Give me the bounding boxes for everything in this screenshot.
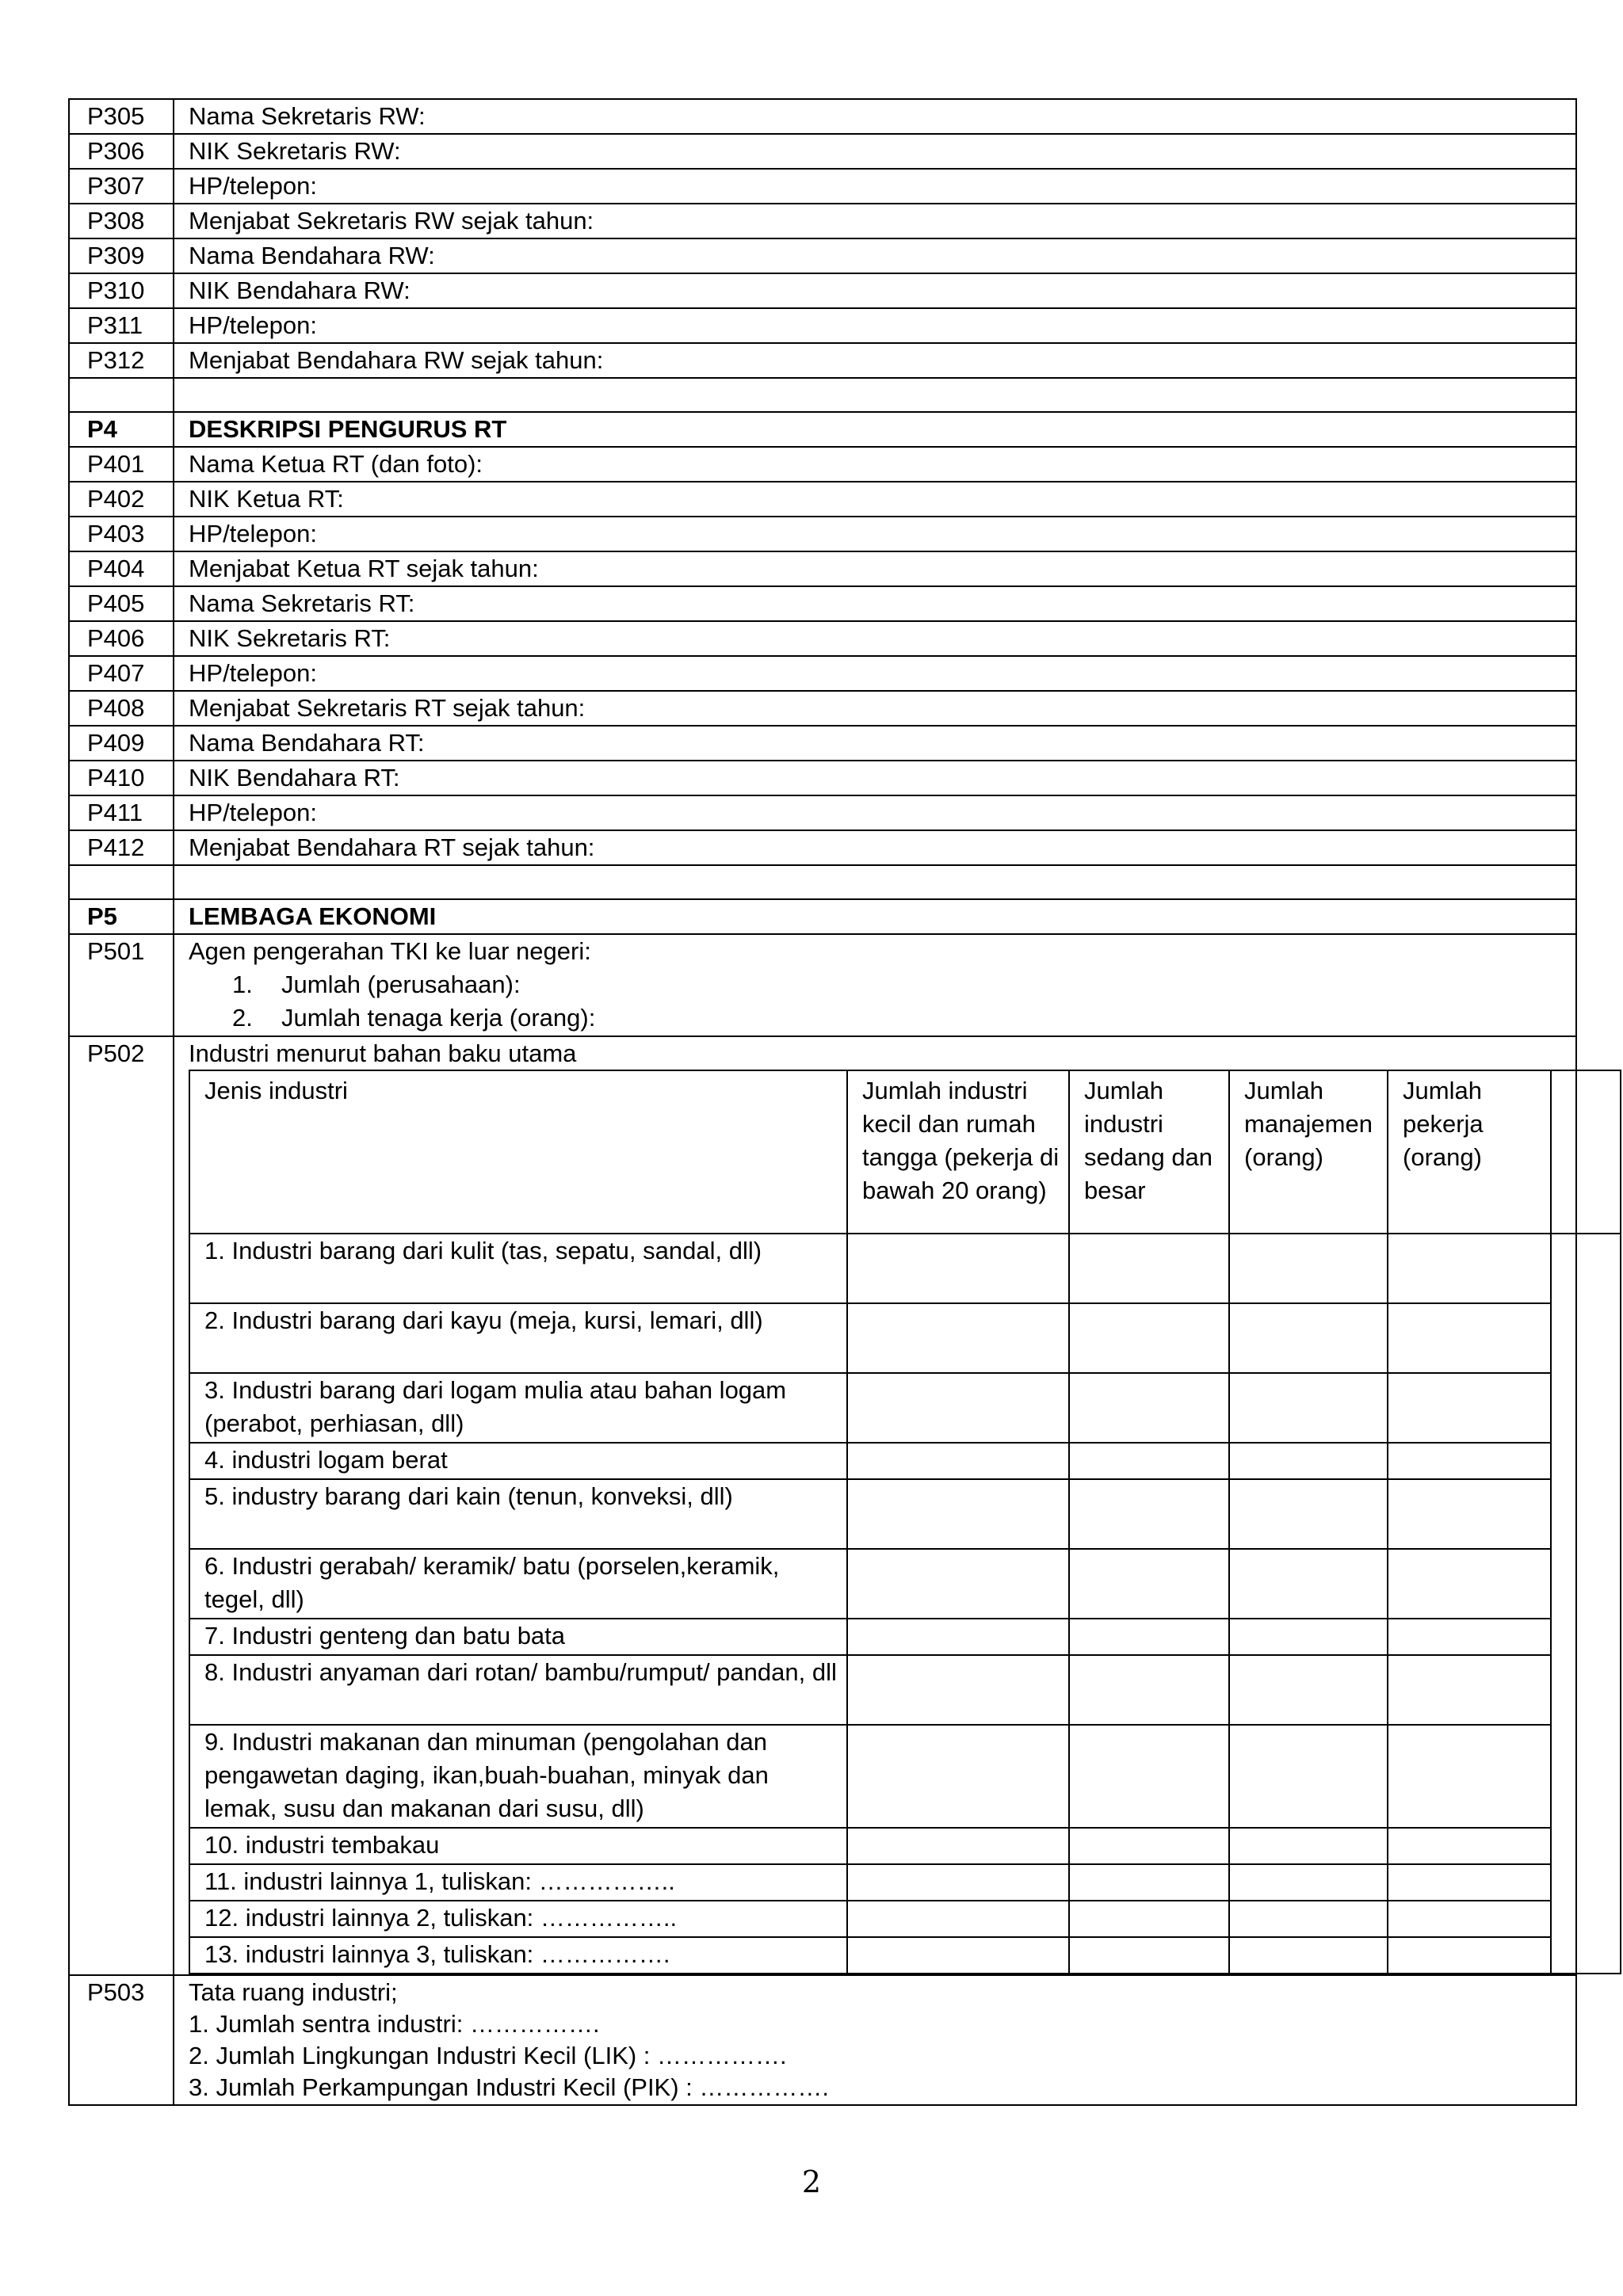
table-row: 11. industri lainnya 1, tuliskan: ……………..	[189, 1864, 1621, 1901]
row-code: P405	[69, 586, 174, 621]
row-code: P403	[69, 517, 174, 551]
header-jenis: Jenis industri	[189, 1070, 847, 1234]
row-label: HP/telepon:	[174, 308, 1576, 343]
section-code: P4	[69, 412, 174, 447]
table-row: 3. Industri barang dari logam mulia atau bahan logam (perabot, perhiasan, dll)	[189, 1373, 1621, 1443]
row-label: Nama Ketua RT (dan foto):	[174, 447, 1576, 482]
form-row	[69, 586, 1576, 621]
row-code: P502	[69, 1036, 174, 1975]
form-row	[69, 551, 1576, 586]
row-code: P410	[69, 761, 174, 795]
table-row: 2. Industri barang dari kayu (meja, kursi, lemari, dll)	[189, 1303, 1621, 1373]
table-row: 6. Industri gerabah/ keramik/ batu (porselen,keramik, tegel, dll)	[189, 1549, 1621, 1619]
list-item: 3. Jumlah Perkampungan Industri Kecil (PIK) : …………….	[189, 2073, 830, 2101]
blank-row	[69, 865, 1576, 899]
row-code: P412	[69, 830, 174, 865]
row-label: Nama Sekretaris RW:	[174, 99, 1576, 134]
form-row	[69, 830, 1576, 865]
row-code: P402	[69, 482, 174, 517]
list-item: 1. Jumlah (perusahaan):	[232, 971, 521, 998]
row-code: P406	[69, 621, 174, 656]
row-label: Menjabat Ketua RT sejak tahun:	[174, 551, 1576, 586]
form-row	[69, 238, 1576, 273]
section-header-p4	[69, 412, 1576, 447]
form-row	[69, 99, 1576, 134]
form-row	[69, 726, 1576, 761]
blank-row	[69, 378, 1576, 412]
table-row: 7. Industri genteng dan batu bata	[189, 1619, 1621, 1655]
row-code: P404	[69, 551, 174, 586]
row-code: P307	[69, 169, 174, 204]
p501-row	[69, 934, 1576, 1036]
row-label: Menjabat Bendahara RT sejak tahun:	[174, 830, 1576, 865]
form-row	[69, 656, 1576, 691]
row-label: Nama Bendahara RW:	[174, 238, 1576, 273]
form-row	[69, 447, 1576, 482]
row-label: Tata ruang industri;	[189, 1978, 398, 2006]
row-label: HP/telepon:	[174, 795, 1576, 830]
section-title: LEMBAGA EKONOMI	[174, 899, 1576, 934]
row-label: Agen pengerahan TKI ke luar negeri:	[189, 937, 591, 965]
row-label: Industri menurut bahan baku utama	[189, 1039, 577, 1067]
table-row: 13. industri lainnya 3, tuliskan: …………….	[189, 1937, 1621, 1974]
table-row: 9. Industri makanan dan minuman (pengolahan dan pengawetan daging, ikan,buah-buahan, minyak dan lemak, susu dan makanan dari susu, dll)	[189, 1725, 1621, 1828]
form-row	[69, 169, 1576, 204]
row-code: P312	[69, 343, 174, 378]
form-row	[69, 517, 1576, 551]
row-code: P501	[69, 934, 174, 1036]
row-code: P401	[69, 447, 174, 482]
row-label: NIK Ketua RT:	[174, 482, 1576, 517]
row-label: NIK Sekretaris RW:	[174, 134, 1576, 169]
table-row: 10. industri tembakau	[189, 1828, 1621, 1864]
table-row: 8. Industri anyaman dari rotan/ bambu/rumput/ pandan, dll	[189, 1655, 1621, 1725]
table-row: 4. industri logam berat	[189, 1443, 1621, 1479]
table-header-row	[189, 1070, 1621, 1234]
list-item: 1. Jumlah sentra industri: …………….	[189, 2010, 600, 2038]
form-row	[69, 343, 1576, 378]
row-label: NIK Bendahara RT:	[174, 761, 1576, 795]
p501-sublist	[189, 968, 1566, 1035]
p503-row	[69, 1975, 1576, 2105]
row-code: P310	[69, 273, 174, 308]
form-table	[68, 98, 1577, 2106]
form-row	[69, 795, 1576, 830]
header-pekerja: Jumlah pekerja (orang)	[1388, 1070, 1551, 1234]
form-row	[69, 482, 1576, 517]
table-row: 1. Industri barang dari kulit (tas, sepatu, sandal, dll)	[189, 1234, 1621, 1303]
section-title: DESKRIPSI PENGURUS RT	[174, 412, 1576, 447]
row-label: HP/telepon:	[174, 517, 1576, 551]
row-label: HP/telepon:	[174, 169, 1576, 204]
row-code: P311	[69, 308, 174, 343]
row-code: P306	[69, 134, 174, 169]
form-row	[69, 273, 1576, 308]
row-label: NIK Sekretaris RT:	[174, 621, 1576, 656]
row-code: P408	[69, 691, 174, 726]
list-item: 2. Jumlah Lingkungan Industri Kecil (LIK) : …………….	[189, 2042, 787, 2069]
row-code: P407	[69, 656, 174, 691]
form-row	[69, 204, 1576, 238]
header-manajemen: Jumlah manajemen (orang)	[1229, 1070, 1388, 1234]
row-label: Menjabat Bendahara RW sejak tahun:	[174, 343, 1576, 378]
row-label: Menjabat Sekretaris RW sejak tahun:	[174, 204, 1576, 238]
header-sedang: Jumlah industri sedang dan besar	[1069, 1070, 1229, 1234]
section-code: P5	[69, 899, 174, 934]
row-code: P305	[69, 99, 174, 134]
page-number: 2	[801, 2164, 822, 2199]
row-code: P411	[69, 795, 174, 830]
p502-row	[69, 1036, 1576, 1975]
section-header-p5	[69, 899, 1576, 934]
row-label: Menjabat Sekretaris RT sejak tahun:	[174, 691, 1576, 726]
form-row	[69, 621, 1576, 656]
row-label: HP/telepon:	[174, 656, 1576, 691]
row-label: NIK Bendahara RW:	[174, 273, 1576, 308]
form-row	[69, 308, 1576, 343]
row-code: P409	[69, 726, 174, 761]
row-label: Nama Sekretaris RT:	[174, 586, 1576, 621]
form-row	[69, 761, 1576, 795]
row-label: Nama Bendahara RT:	[174, 726, 1576, 761]
header-kecil: Jumlah industri kecil dan rumah tangga (pekerja di bawah 20 orang)	[847, 1070, 1069, 1234]
form-row	[69, 691, 1576, 726]
list-item: 2. Jumlah tenaga kerja (orang):	[232, 1004, 596, 1032]
table-row: 5. industry barang dari kain (tenun, konveksi, dll)	[189, 1479, 1621, 1549]
form-row	[69, 134, 1576, 169]
row-code: P503	[69, 1975, 174, 2105]
industry-table	[189, 1070, 1621, 1974]
row-code: P309	[69, 238, 174, 273]
row-code: P308	[69, 204, 174, 238]
table-row: 12. industri lainnya 2, tuliskan: ……………..	[189, 1901, 1621, 1937]
